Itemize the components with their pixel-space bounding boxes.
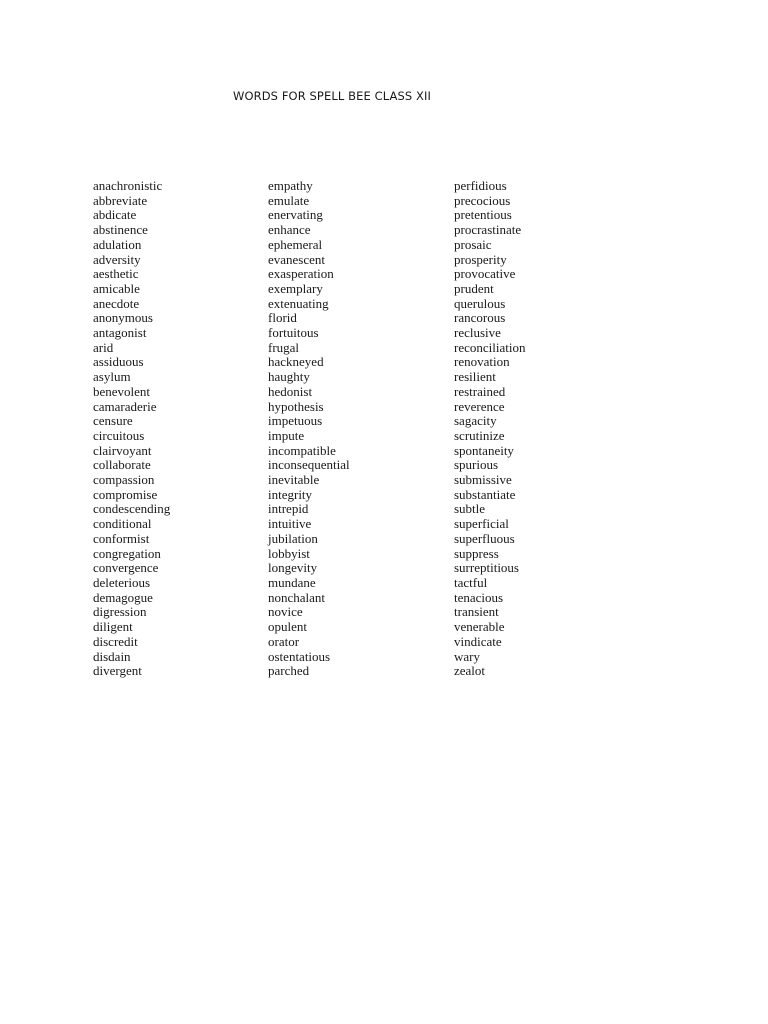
word-column-2 — [268, 179, 350, 679]
word-item: circuitous — [93, 427, 145, 443]
word-item: diligent — [93, 619, 133, 635]
word-item: discredit — [93, 633, 138, 649]
word-item: inevitable — [268, 472, 320, 488]
word-item: wary — [454, 648, 480, 664]
word-item: intuitive — [268, 516, 312, 532]
word-item: exasperation — [268, 266, 334, 282]
word-item: substantiate — [454, 486, 516, 502]
word-item: censure — [93, 413, 133, 429]
word-item: impetuous — [268, 413, 323, 429]
word-item: convergence — [93, 560, 159, 576]
word-item: pretentious — [454, 207, 512, 223]
word-item: subtle — [454, 501, 486, 517]
word-item: prosaic — [454, 236, 492, 252]
word-item: aesthetic — [93, 266, 139, 282]
word-item: hedonist — [268, 383, 313, 399]
word-item: tactful — [454, 574, 488, 590]
word-item: incompatible — [268, 442, 336, 458]
word-item: emulate — [268, 192, 310, 208]
word-item: florid — [268, 310, 297, 326]
word-item: prosperity — [454, 251, 507, 267]
word-item: anecdote — [93, 295, 140, 311]
word-item: adulation — [93, 236, 142, 252]
word-item: mundane — [268, 574, 316, 590]
word-item: conformist — [93, 530, 150, 546]
word-item: spurious — [454, 457, 499, 473]
word-item: surreptitious — [454, 560, 519, 576]
word-item: zealot — [454, 663, 486, 679]
word-item: arid — [93, 339, 114, 355]
word-item: abdicate — [93, 207, 137, 223]
word-column-3 — [454, 179, 525, 679]
word-item: antagonist — [93, 325, 147, 341]
word-item: digression — [93, 604, 147, 620]
word-item: transient — [454, 604, 499, 620]
word-item: clairvoyant — [93, 442, 152, 458]
word-item: ephemeral — [268, 236, 323, 252]
word-column-1 — [93, 179, 170, 679]
word-item: sagacity — [454, 413, 497, 429]
word-item: compassion — [93, 472, 155, 488]
word-item: renovation — [454, 354, 510, 370]
word-item: reclusive — [454, 325, 501, 341]
word-item: longevity — [268, 560, 318, 576]
word-item: asylum — [93, 369, 131, 385]
word-item: jubilation — [268, 530, 318, 546]
word-item: integrity — [268, 486, 313, 502]
word-item: querulous — [454, 295, 506, 311]
word-item: perfidious — [454, 178, 507, 193]
word-item: extenuating — [268, 295, 329, 311]
word-item: opulent — [268, 619, 307, 635]
word-item: tenacious — [454, 589, 504, 605]
word-item: abbreviate — [93, 192, 148, 208]
word-item: prudent — [454, 280, 494, 296]
word-item: lobbyist — [268, 545, 310, 561]
word-item: novice — [268, 604, 303, 620]
word-item: exemplary — [268, 280, 323, 296]
word-item: parched — [268, 663, 310, 679]
word-item: rancorous — [454, 310, 506, 326]
word-item: ostentatious — [268, 648, 331, 664]
word-item: conditional — [93, 516, 152, 532]
word-item: precocious — [454, 192, 511, 208]
word-item: benevolent — [93, 383, 151, 399]
word-item: nonchalant — [268, 589, 326, 605]
word-item: suppress — [454, 545, 499, 561]
word-item: haughty — [268, 369, 310, 385]
word-item: assiduous — [93, 354, 144, 370]
word-item: impute — [268, 427, 305, 443]
word-item: procrastinate — [454, 222, 522, 238]
word-item: adversity — [93, 251, 141, 267]
word-item: enervating — [268, 207, 323, 223]
word-item: anonymous — [93, 310, 153, 326]
word-item: restrained — [454, 383, 506, 399]
word-item: reverence — [454, 398, 505, 414]
word-item: fortuitous — [268, 325, 319, 341]
word-item: venerable — [454, 619, 505, 635]
word-item: hackneyed — [268, 354, 324, 370]
word-item: enhance — [268, 222, 311, 238]
page-title: WORDS FOR SPELL BEE CLASS XII — [233, 89, 431, 103]
word-item: camaraderie — [93, 398, 157, 414]
word-item: resilient — [454, 369, 496, 385]
word-item: orator — [268, 633, 300, 649]
word-item: compromise — [93, 486, 158, 502]
word-item: superfluous — [454, 530, 515, 546]
word-item: spontaneity — [454, 442, 514, 458]
word-item: disdain — [93, 648, 131, 664]
word-item: hypothesis — [268, 398, 324, 414]
word-item: congregation — [93, 545, 161, 561]
word-item: abstinence — [93, 222, 148, 238]
word-item: inconsequential — [268, 457, 350, 473]
word-item: intrepid — [268, 501, 309, 517]
word-item: deleterious — [93, 574, 151, 590]
word-item: frugal — [268, 339, 300, 355]
word-item: collaborate — [93, 457, 151, 473]
word-item: condescending — [93, 501, 171, 517]
word-item: amicable — [93, 280, 140, 296]
word-item: reconciliation — [454, 339, 526, 355]
word-item: provocative — [454, 266, 516, 282]
word-item: scrutinize — [454, 427, 505, 443]
word-item: divergent — [93, 663, 142, 679]
word-item: superficial — [454, 516, 509, 532]
word-item: evanescent — [268, 251, 326, 267]
word-item: demagogue — [93, 589, 153, 605]
word-item: submissive — [454, 472, 512, 488]
word-item: anachronistic — [93, 178, 163, 193]
word-item: empathy — [268, 178, 313, 193]
word-item: vindicate — [454, 633, 502, 649]
